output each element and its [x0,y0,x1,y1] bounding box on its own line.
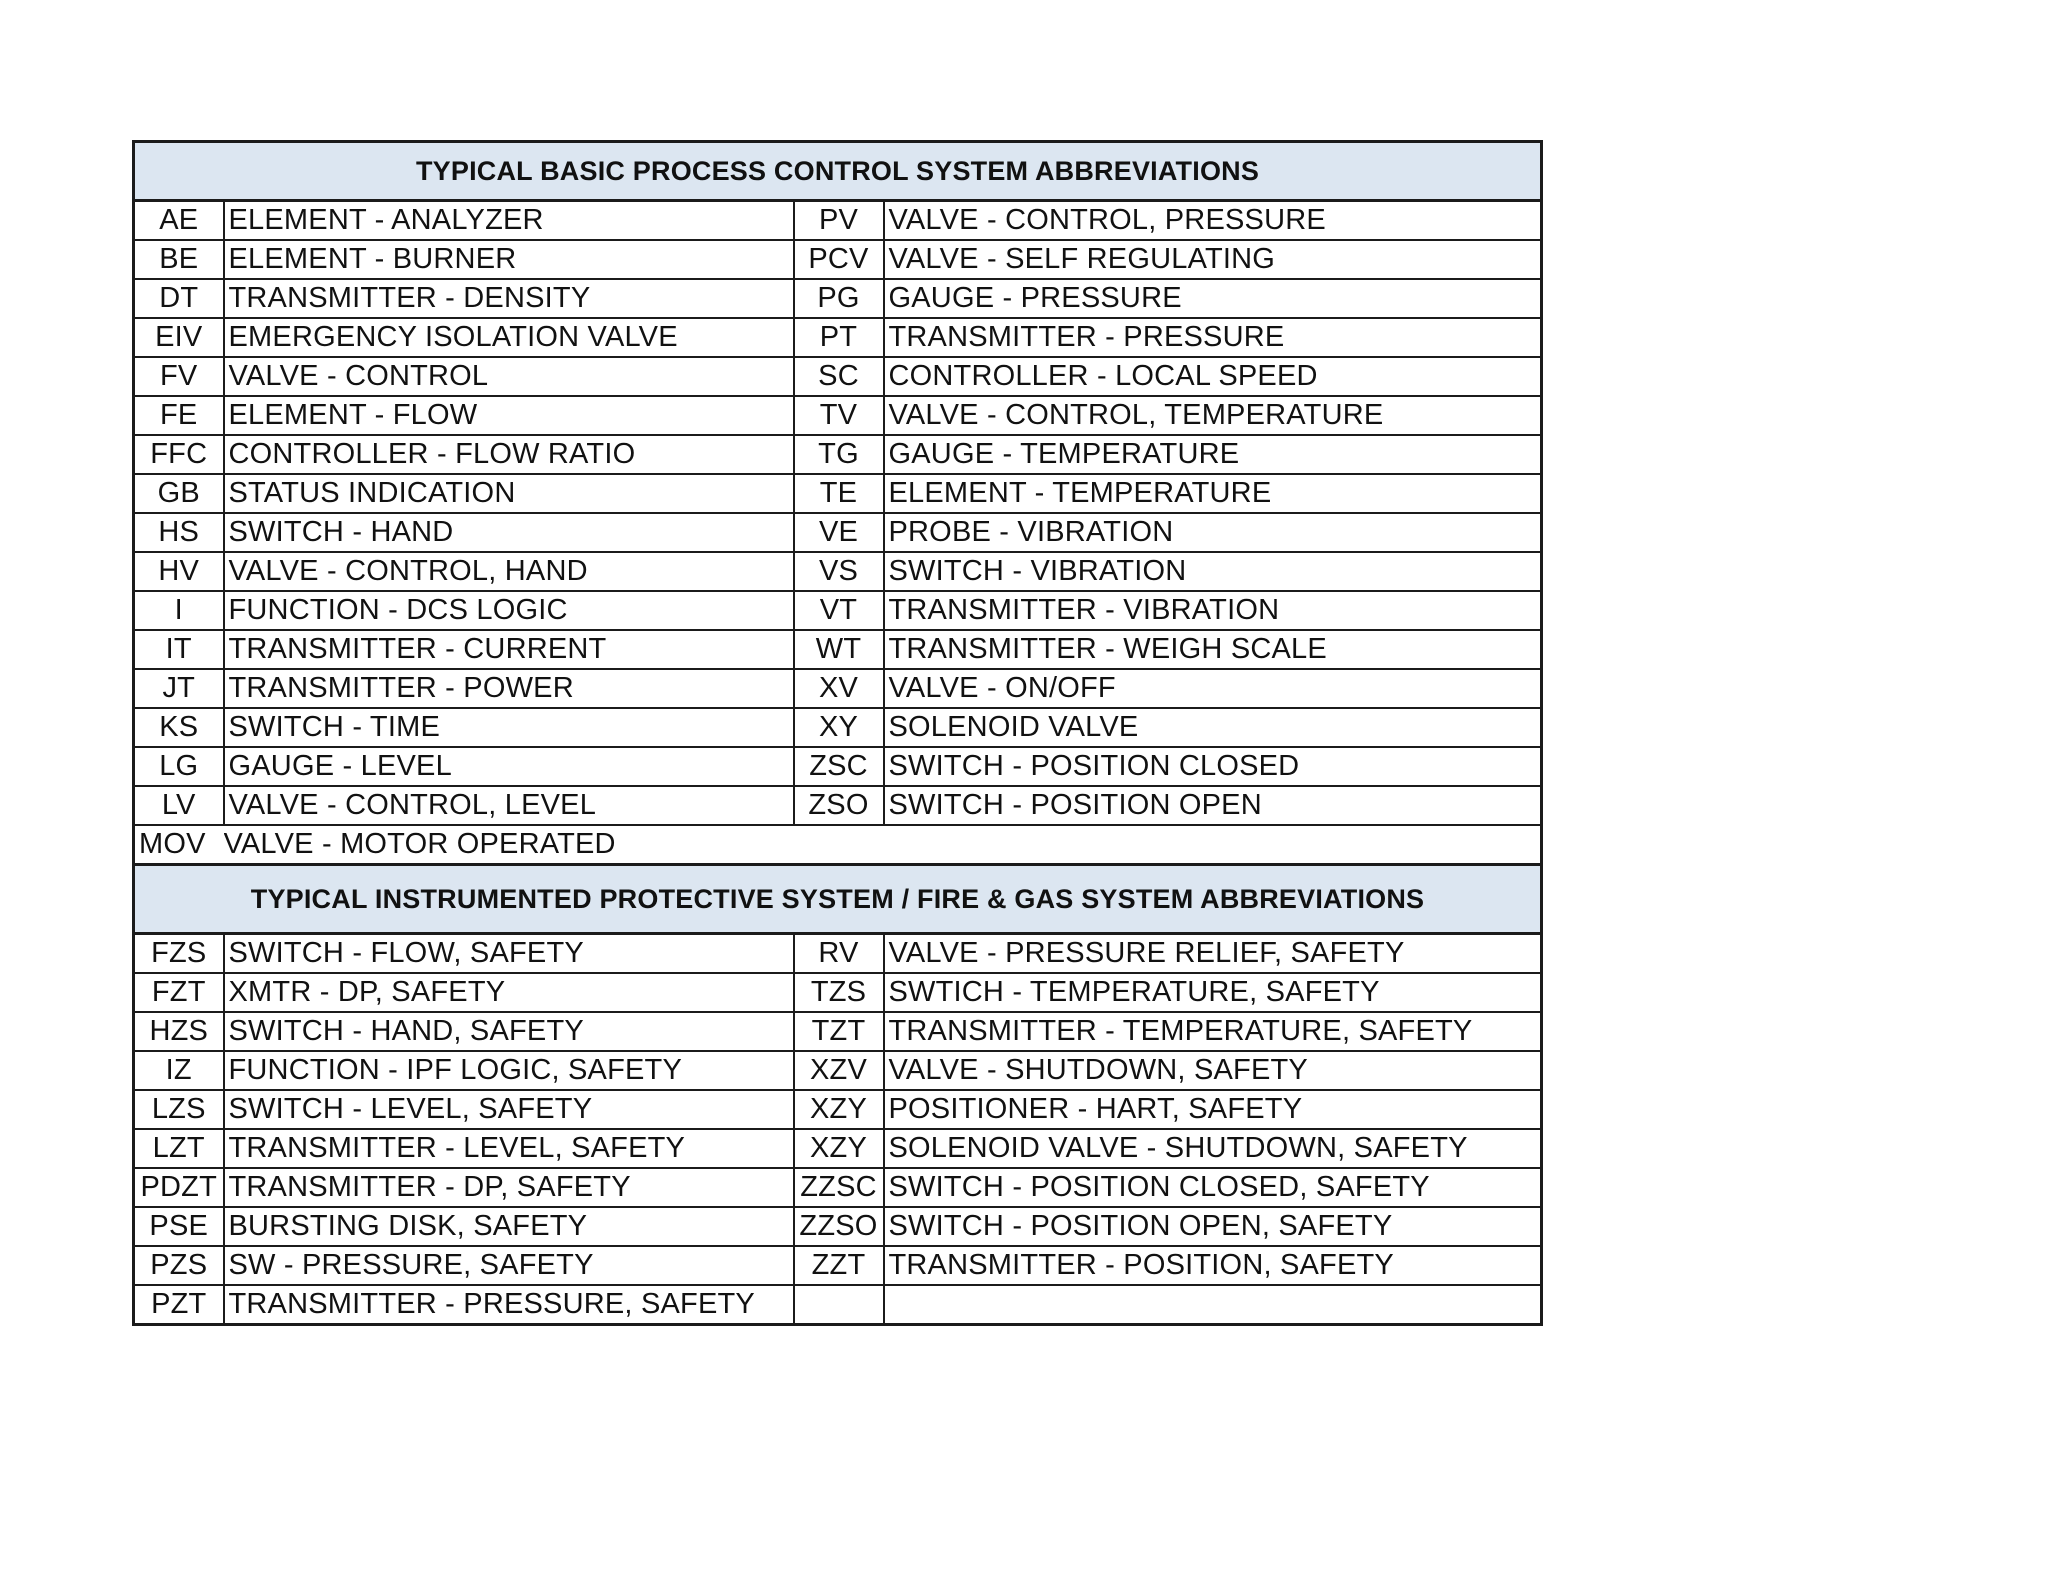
abbreviation-description: FUNCTION - DCS LOGIC [224,591,794,630]
abbreviation-code: KS [134,708,224,747]
abbreviation-code: VT [794,591,884,630]
table-row [134,435,1542,474]
abbreviation-code: PDZT [134,1168,224,1207]
table-row-mov [134,825,1542,865]
abbreviation-code: LZT [134,1129,224,1168]
abbreviation-code: ZZT [794,1246,884,1285]
table-row [134,630,1542,669]
abbreviation-code: XY [794,708,884,747]
table-row [134,1090,1542,1129]
abbreviation-description: SWITCH - HAND [224,513,794,552]
abbreviation-code: TV [794,396,884,435]
abbreviation-description: VALVE - PRESSURE RELIEF, SAFETY [884,934,1542,974]
table-row [134,396,1542,435]
abbreviation-code: ZSC [794,747,884,786]
abbreviation-description: TRANSMITTER - DP, SAFETY [224,1168,794,1207]
table-row [134,1168,1542,1207]
abbreviation-code: PV [794,201,884,241]
table-row [134,1012,1542,1051]
abbreviation-description: TRANSMITTER - TEMPERATURE, SAFETY [884,1012,1542,1051]
abbreviation-code: SC [794,357,884,396]
abbreviation-code: LZS [134,1090,224,1129]
abbreviation-code: IZ [134,1051,224,1090]
abbreviation-description: SWITCH - POSITION OPEN [884,786,1542,825]
abbreviation-code: PCV [794,240,884,279]
abbreviation-description: TRANSMITTER - VIBRATION [884,591,1542,630]
abbreviation-description: PROBE - VIBRATION [884,513,1542,552]
table-row [134,591,1542,630]
abbreviation-description: XMTR - DP, SAFETY [224,973,794,1012]
table-row [134,513,1542,552]
abbreviation-description: VALVE - MOTOR OPERATED [224,825,1542,865]
table-row [134,279,1542,318]
abbreviation-description: SWITCH - TIME [224,708,794,747]
abbreviation-code: XV [794,669,884,708]
abbreviation-code: PZS [134,1246,224,1285]
table-row [134,552,1542,591]
abbreviation-description: VALVE - CONTROL, HAND [224,552,794,591]
abbreviation-code: PT [794,318,884,357]
abbreviation-description: BURSTING DISK, SAFETY [224,1207,794,1246]
abbreviation-code: ZZSC [794,1168,884,1207]
abbreviation-description: SWITCH - POSITION CLOSED [884,747,1542,786]
table-row [134,474,1542,513]
abbreviation-description [884,1285,1542,1325]
abbreviation-code: RV [794,934,884,974]
abbreviation-description: GAUGE - PRESSURE [884,279,1542,318]
abbreviation-description: SWTICH - TEMPERATURE, SAFETY [884,973,1542,1012]
abbreviation-code: HV [134,552,224,591]
abbreviation-description: SW - PRESSURE, SAFETY [224,1246,794,1285]
abbreviation-description: CONTROLLER - FLOW RATIO [224,435,794,474]
abbreviation-description: FUNCTION - IPF LOGIC, SAFETY [224,1051,794,1090]
abbreviation-description: SOLENOID VALVE [884,708,1542,747]
table-row [134,1207,1542,1246]
abbreviation-code: PG [794,279,884,318]
abbreviation-description: SWITCH - VIBRATION [884,552,1542,591]
table-row [134,201,1542,241]
abbreviation-code: XZV [794,1051,884,1090]
abbreviation-code: FZT [134,973,224,1012]
abbreviation-code: FE [134,396,224,435]
abbreviation-code: DT [134,279,224,318]
abbreviation-code: HZS [134,1012,224,1051]
abbreviation-description: TRANSMITTER - PRESSURE [884,318,1542,357]
abbreviation-description: SWITCH - HAND, SAFETY [224,1012,794,1051]
abbreviation-code: JT [134,669,224,708]
abbreviation-code: ZZSO [794,1207,884,1246]
abbreviation-code: PSE [134,1207,224,1246]
section-title: TYPICAL BASIC PROCESS CONTROL SYSTEM ABBREVIATIONS [134,142,1542,201]
table-row [134,1051,1542,1090]
abbreviation-description: VALVE - SHUTDOWN, SAFETY [884,1051,1542,1090]
abbreviation-code: XZY [794,1090,884,1129]
abbreviation-code: ZSO [794,786,884,825]
abbreviation-code: MOV [134,825,224,865]
abbreviation-code: TZS [794,973,884,1012]
table-row [134,973,1542,1012]
abbreviation-code: TE [794,474,884,513]
abbreviation-description: VALVE - ON/OFF [884,669,1542,708]
abbreviation-code: GB [134,474,224,513]
abbreviation-code: FV [134,357,224,396]
abbreviations-table-body [134,142,1542,1325]
abbreviation-code: TZT [794,1012,884,1051]
abbreviation-code: HS [134,513,224,552]
table-row [134,240,1542,279]
abbreviation-description: ELEMENT - TEMPERATURE [884,474,1542,513]
abbreviation-description: SWITCH - POSITION CLOSED, SAFETY [884,1168,1542,1207]
abbreviation-code: VS [794,552,884,591]
abbreviation-code: PZT [134,1285,224,1325]
abbreviation-code: I [134,591,224,630]
abbreviations-table [132,140,1543,1326]
abbreviation-description: SOLENOID VALVE - SHUTDOWN, SAFETY [884,1129,1542,1168]
abbreviation-description: CONTROLLER - LOCAL SPEED [884,357,1542,396]
section-header-row [134,142,1542,201]
abbreviation-description: TRANSMITTER - POSITION, SAFETY [884,1246,1542,1285]
abbreviation-description: VALVE - CONTROL [224,357,794,396]
abbreviation-code: WT [794,630,884,669]
abbreviation-description: TRANSMITTER - LEVEL, SAFETY [224,1129,794,1168]
abbreviation-code: FZS [134,934,224,974]
abbreviation-description: VALVE - SELF REGULATING [884,240,1542,279]
abbreviation-description: TRANSMITTER - WEIGH SCALE [884,630,1542,669]
abbreviation-code: EIV [134,318,224,357]
table-row [134,1246,1542,1285]
abbreviation-description: VALVE - CONTROL, PRESSURE [884,201,1542,241]
abbreviation-description: POSITIONER - HART, SAFETY [884,1090,1542,1129]
abbreviation-code: BE [134,240,224,279]
table-row [134,669,1542,708]
abbreviation-description: ELEMENT - FLOW [224,396,794,435]
abbreviations-sheet [132,140,1540,1326]
table-row [134,1285,1542,1325]
abbreviation-code: LV [134,786,224,825]
abbreviation-description: TRANSMITTER - POWER [224,669,794,708]
abbreviation-code [794,1285,884,1325]
abbreviation-code: AE [134,201,224,241]
abbreviation-description: VALVE - CONTROL, TEMPERATURE [884,396,1542,435]
table-row [134,786,1542,825]
abbreviation-description: TRANSMITTER - DENSITY [224,279,794,318]
abbreviation-description: TRANSMITTER - CURRENT [224,630,794,669]
table-row [134,318,1542,357]
abbreviation-description: GAUGE - TEMPERATURE [884,435,1542,474]
table-row [134,1129,1542,1168]
abbreviation-description: EMERGENCY ISOLATION VALVE [224,318,794,357]
abbreviation-code: FFC [134,435,224,474]
abbreviation-description: ELEMENT - BURNER [224,240,794,279]
section-header-row [134,865,1542,934]
abbreviation-description: SWITCH - LEVEL, SAFETY [224,1090,794,1129]
abbreviation-description: STATUS INDICATION [224,474,794,513]
table-row [134,934,1542,974]
abbreviation-description: GAUGE - LEVEL [224,747,794,786]
abbreviation-description: SWITCH - FLOW, SAFETY [224,934,794,974]
abbreviation-code: TG [794,435,884,474]
abbreviation-code: VE [794,513,884,552]
abbreviation-description: VALVE - CONTROL, LEVEL [224,786,794,825]
abbreviation-code: LG [134,747,224,786]
section-title: TYPICAL INSTRUMENTED PROTECTIVE SYSTEM / FIRE & GAS SYSTEM ABBREVIATIONS [134,865,1542,934]
abbreviation-description: TRANSMITTER - PRESSURE, SAFETY [224,1285,794,1325]
table-row [134,357,1542,396]
abbreviation-description: ELEMENT - ANALYZER [224,201,794,241]
abbreviation-code: XZY [794,1129,884,1168]
table-row [134,747,1542,786]
abbreviation-code: IT [134,630,224,669]
table-row [134,708,1542,747]
abbreviation-description: SWITCH - POSITION OPEN, SAFETY [884,1207,1542,1246]
